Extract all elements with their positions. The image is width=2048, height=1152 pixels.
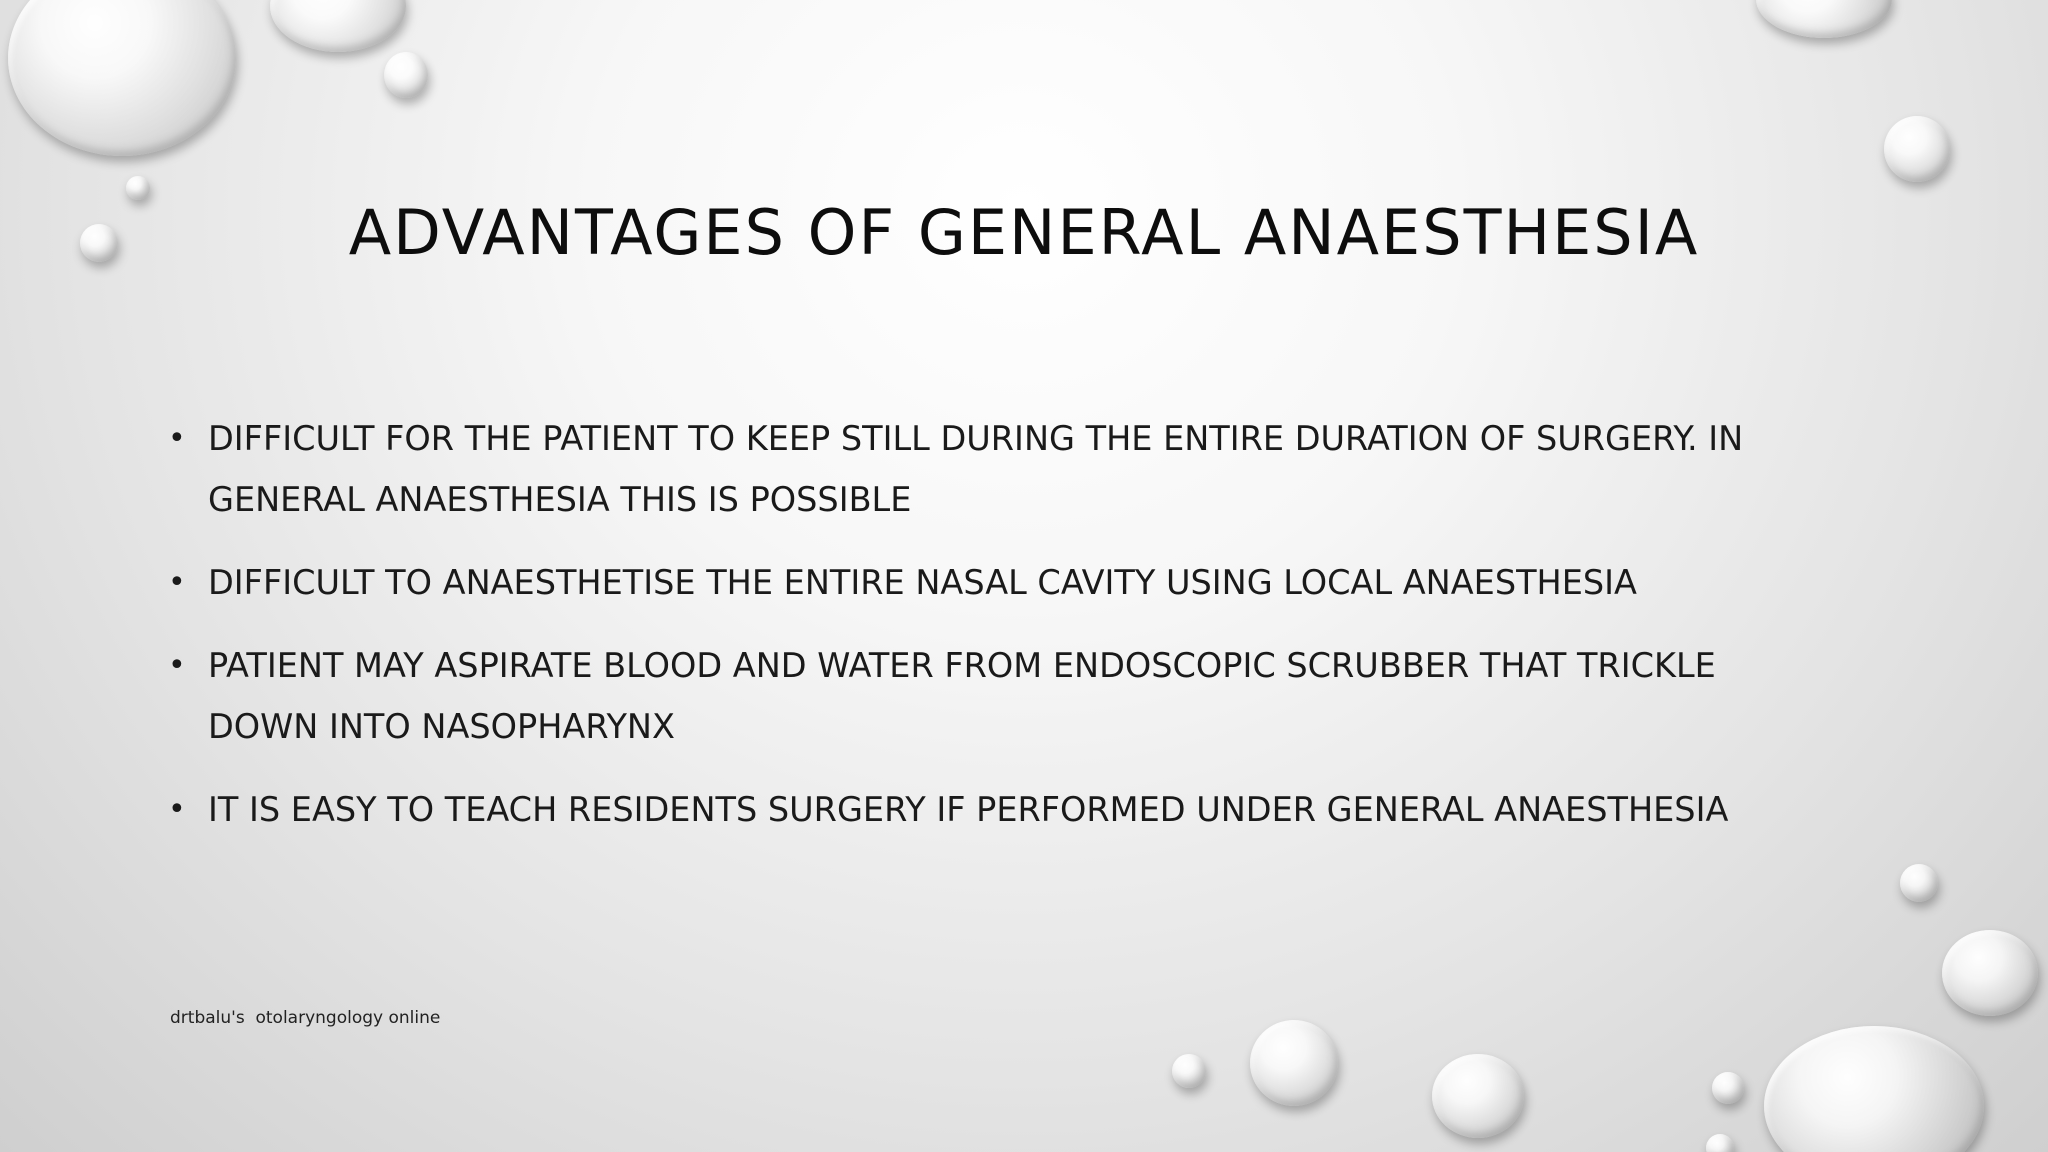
water-droplet-icon xyxy=(1172,1054,1206,1088)
bullet-dot-icon: • xyxy=(168,648,186,683)
water-droplet-icon xyxy=(384,52,428,98)
bullet-dot-icon: • xyxy=(168,565,186,600)
bullet-text: DIFFICULT TO ANAESTHETISE THE ENTIRE NASAL CAVITY USING LOCAL ANAESTHESIA xyxy=(208,563,1637,602)
bullet-dot-icon: • xyxy=(168,421,186,456)
bullet-item xyxy=(168,408,1828,530)
bullet-item xyxy=(168,779,1828,840)
bullet-text: PATIENT MAY ASPIRATE BLOOD AND WATER FROM ENDOSCOPIC SCRUBBER THAT TRICKLE DOWN INTO NASOPHARYNX xyxy=(208,646,1716,746)
bullet-item xyxy=(168,635,1828,757)
water-droplet-icon xyxy=(8,0,236,156)
footer-credit: drtbalu's otolaryngology online xyxy=(170,1008,441,1028)
water-droplet-icon xyxy=(1432,1054,1524,1138)
water-droplet-icon xyxy=(1942,930,2038,1016)
water-droplet-icon xyxy=(270,0,406,52)
bullet-text: DIFFICULT FOR THE PATIENT TO KEEP STILL DURING THE ENTIRE DURATION OF SURGERY. IN GENERAL ANAESTHESIA THIS IS POSSIBLE xyxy=(208,419,1744,519)
water-droplet-icon xyxy=(1900,864,1938,902)
water-droplet-icon xyxy=(1712,1072,1744,1104)
bullet-text: IT IS EASY TO TEACH RESIDENTS SURGERY IF PERFORMED UNDER GENERAL ANAESTHESIA xyxy=(208,790,1729,829)
slide-title: ADVANTAGES OF GENERAL ANAESTHESIA xyxy=(348,196,1700,269)
water-droplet-icon xyxy=(1706,1134,1734,1152)
water-droplet-icon xyxy=(1756,0,1892,38)
water-droplet-icon xyxy=(1250,1020,1338,1106)
water-droplet-icon xyxy=(1884,116,1950,182)
bullet-dot-icon: • xyxy=(168,792,186,827)
water-droplet-icon xyxy=(1764,1026,1984,1152)
bullet-item xyxy=(168,552,1828,613)
bullet-list xyxy=(168,408,1828,862)
